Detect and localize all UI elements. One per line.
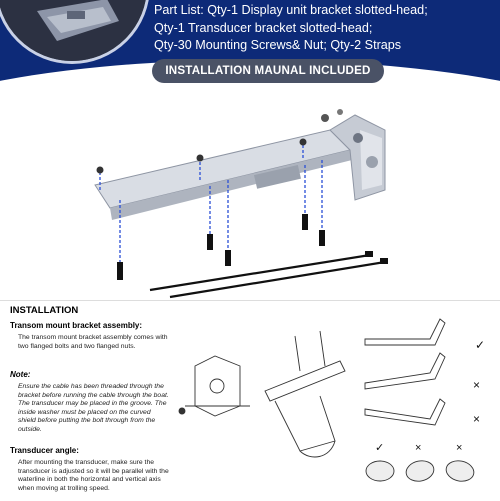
transom-text: The transom mount bracket assembly comes with two flanged bolts and two flanged nuts. [18,334,168,350]
mark-correct: ✓ [475,338,486,352]
transducer-face-sketches [366,458,476,483]
mark-wrong: × [415,442,422,454]
bracket-exploded-illustration [0,90,500,300]
manual-included-badge: INSTALLATION MAUNAL INCLUDED [152,59,384,83]
transducer-sketch [265,331,345,457]
angle-sketch-3 [365,399,445,425]
mark-correct: ✓ [375,442,385,454]
parts-line: Part List: Qty-1 Display unit bracket slotted-head; [154,3,428,17]
note-text: Ensure the cable has been threaded through the bracket before running the cable through the boat. The transducer may be placed in the groove. The inside washer must be placed on the curved shield before putting the bolt through from the outside. [18,383,169,433]
angle-heading: Transducer angle: [10,446,79,455]
parts-line: Qty-30 Mounting Screws& Nut; Qty-2 Straps [154,38,402,52]
manual-diagrams [170,311,495,496]
angle-sketch-2 [365,353,445,389]
mark-wrong: × [473,378,481,392]
angle-sketch-1 [365,319,445,345]
note-heading: Note: [10,370,31,379]
bracket-sketch [179,356,250,416]
parts-list [154,2,494,55]
transom-heading: Transom mount bracket assembly: [10,321,143,330]
mark-wrong: × [473,412,481,426]
installation-manual-page [0,300,500,501]
parts-line: Qty-1 Transducer bracket slotted-head; [154,20,373,35]
manual-title: INSTALLATION [10,305,79,316]
angle-text: After mounting the transducer, make sure the transducer is adjusted so it will be parallel with the waterline in both the horizontal and vertical axis when moving at trolling speed. [18,459,169,492]
mark-wrong: × [456,442,463,454]
